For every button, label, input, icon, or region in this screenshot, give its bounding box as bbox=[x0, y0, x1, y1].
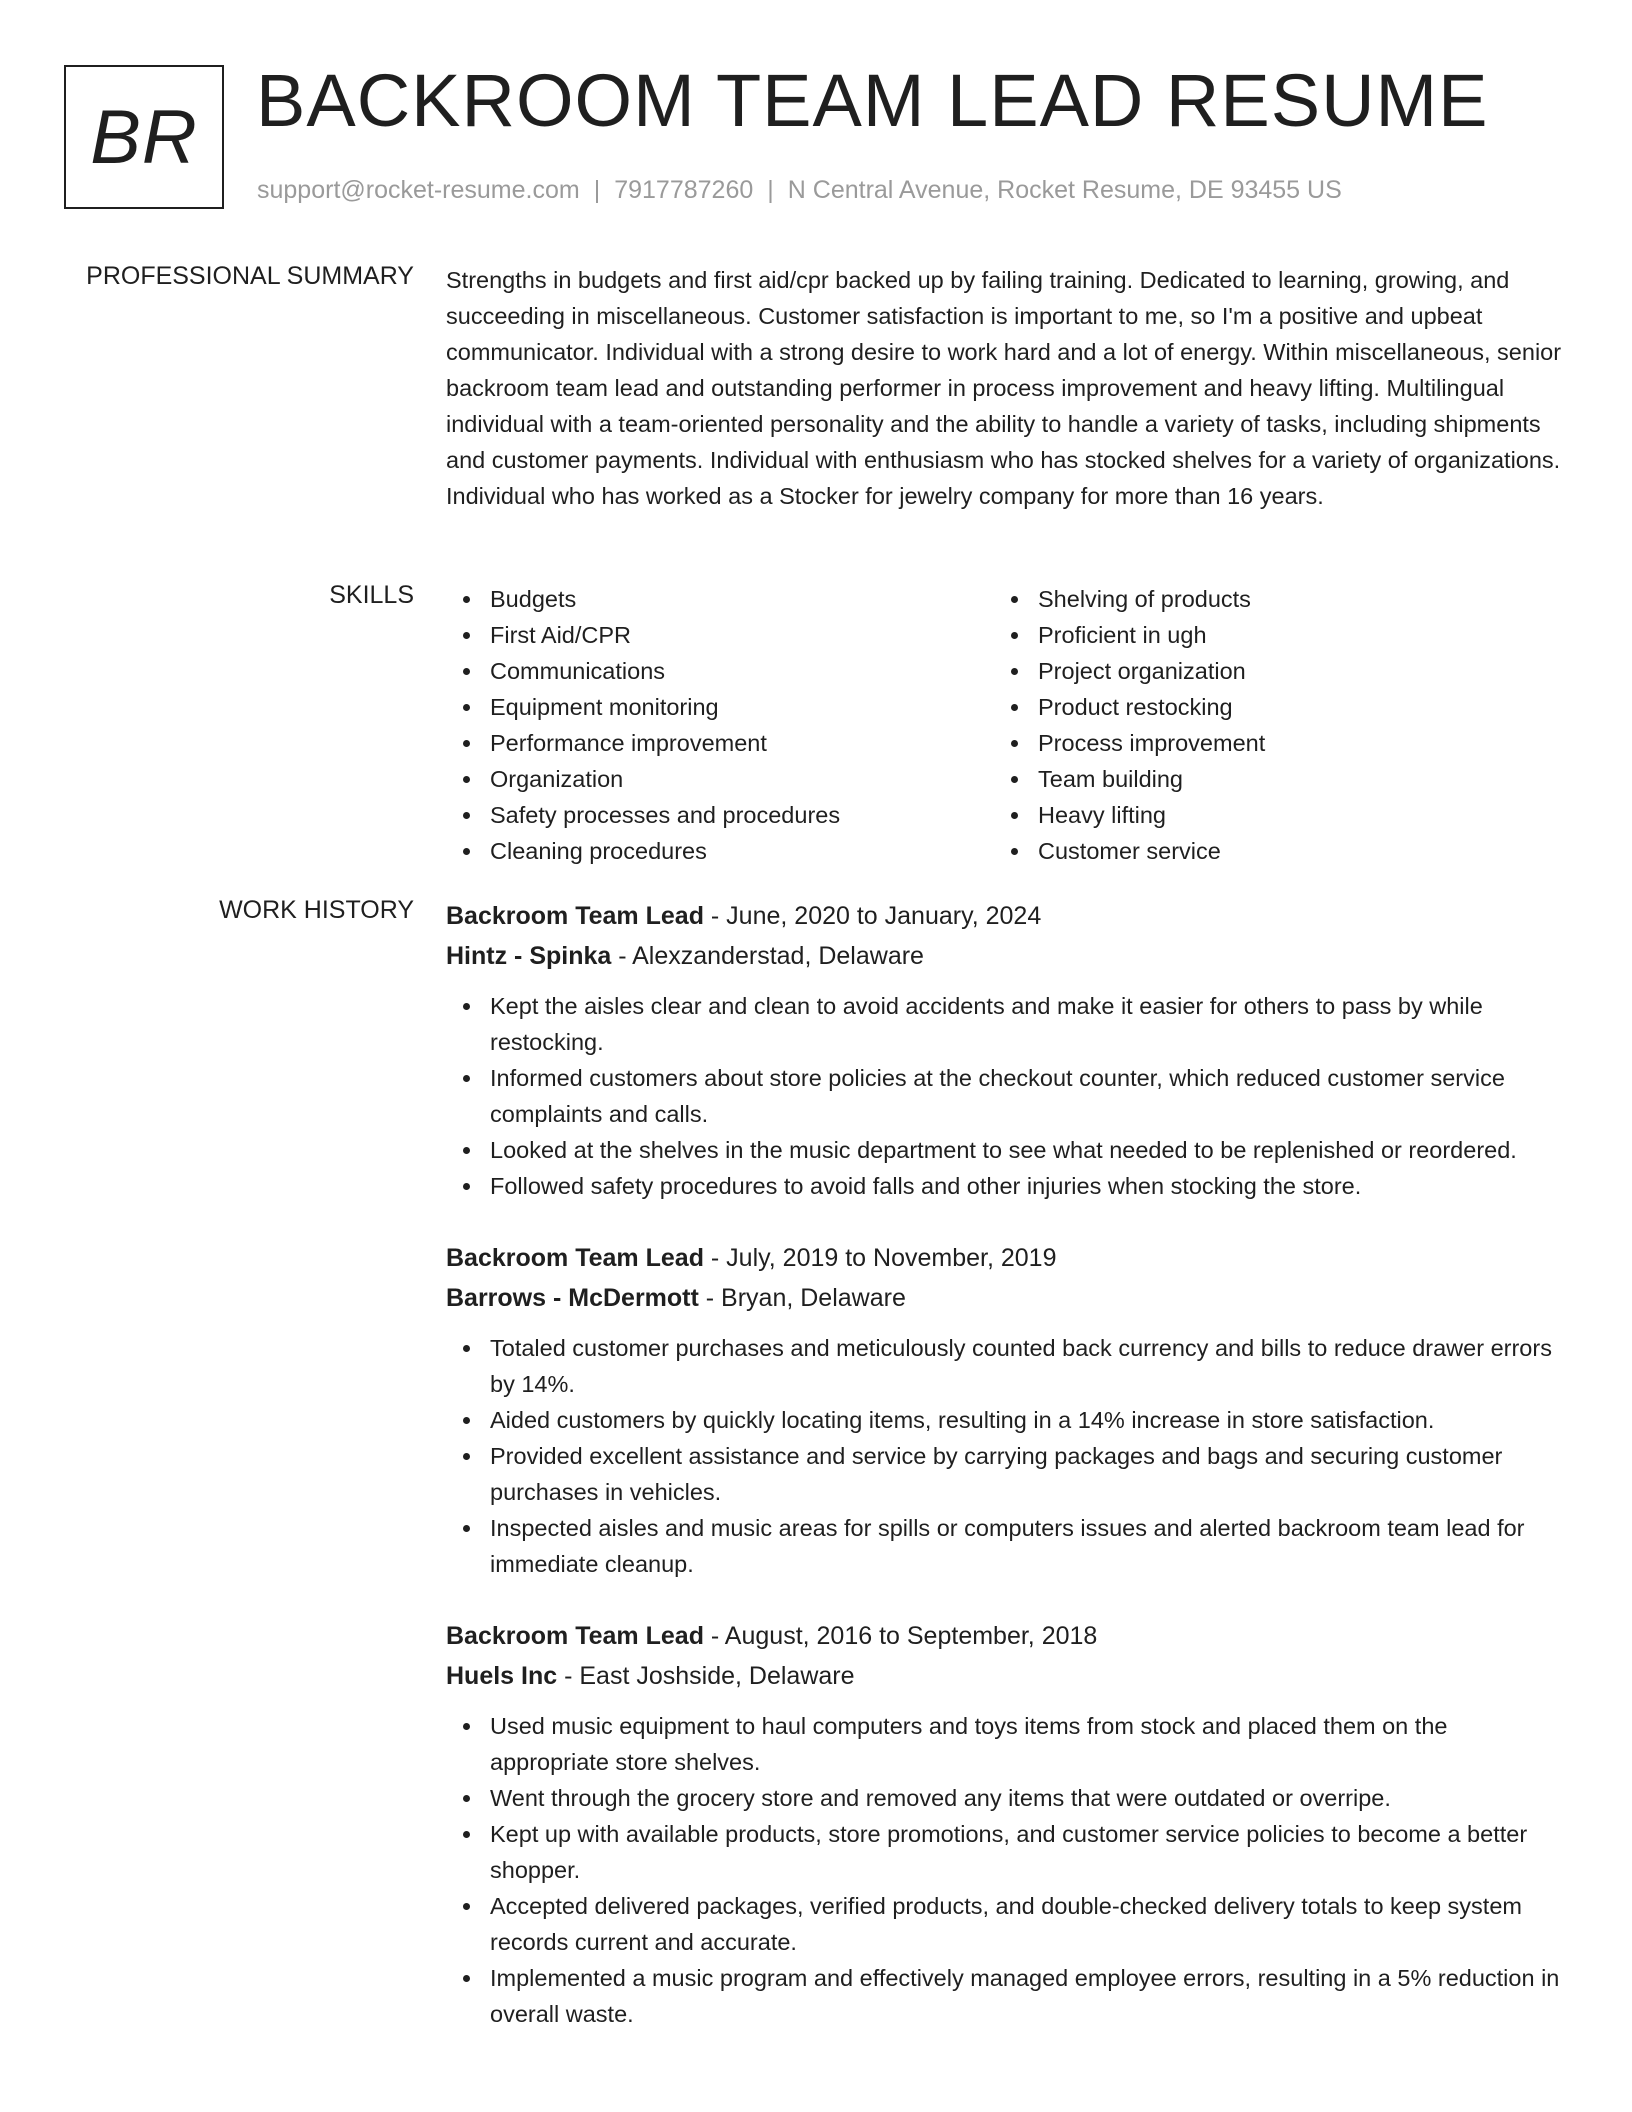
skill-item: Cleaning procedures bbox=[446, 833, 994, 869]
job-bullets bbox=[446, 988, 1566, 1204]
job-title-line bbox=[446, 1238, 1566, 1278]
skill-item: Equipment monitoring bbox=[446, 689, 994, 725]
contact-line bbox=[257, 176, 1342, 205]
skill-item: Product restocking bbox=[994, 689, 1542, 725]
contact-separator: | bbox=[593, 176, 601, 204]
job-title: Backroom Team Lead bbox=[446, 1244, 704, 1272]
skill-item: Proficient in ugh bbox=[994, 617, 1542, 653]
job-dates: - June, 2020 to January, 2024 bbox=[703, 902, 1042, 930]
skill-item: Process improvement bbox=[994, 725, 1542, 761]
monogram-badge bbox=[64, 65, 224, 209]
job-title-line bbox=[446, 1616, 1566, 1656]
job-bullet: Aided customers by quickly locating items, resulting in a 14% increase in store satisfaction. bbox=[446, 1402, 1566, 1438]
job-bullet: Provided excellent assistance and service by carrying packages and bags and securing customer purchases in vehicles. bbox=[446, 1438, 1566, 1510]
skills-list-left bbox=[446, 581, 994, 869]
summary-label: PROFESSIONAL SUMMARY bbox=[86, 262, 414, 290]
job-bullet: Followed safety procedures to avoid falls and other injuries when stocking the store. bbox=[446, 1168, 1566, 1204]
job-bullet: Looked at the shelves in the music department to see what needed to be replenished or reordered. bbox=[446, 1132, 1566, 1168]
job-entry bbox=[446, 896, 1566, 1204]
skill-item: Team building bbox=[994, 761, 1542, 797]
job-location: - East Joshside, Delaware bbox=[557, 1662, 855, 1690]
skill-item: Heavy lifting bbox=[994, 797, 1542, 833]
job-bullet: Went through the grocery store and removed any items that were outdated or overripe. bbox=[446, 1780, 1566, 1816]
contact-address: N Central Avenue, Rocket Resume, DE 93455 US bbox=[787, 176, 1342, 204]
job-bullets bbox=[446, 1330, 1566, 1582]
monogram-text: BR bbox=[90, 94, 198, 180]
work-history-label: WORK HISTORY bbox=[219, 896, 414, 924]
job-title: Backroom Team Lead bbox=[446, 1622, 704, 1650]
skill-item: Organization bbox=[446, 761, 994, 797]
job-company: Hintz - Spinka bbox=[446, 942, 612, 970]
skill-item: Customer service bbox=[994, 833, 1542, 869]
contact-email: support@rocket-resume.com bbox=[257, 176, 580, 204]
job-company-line bbox=[446, 936, 1566, 976]
summary-text: Strengths in budgets and first aid/cpr backed up by failing training. Dedicated to learning, growing, and succeeding in miscellaneous. Customer satisfaction is important to me, so I'm a positive and upbeat communicator. Individual with a strong desire to work hard and a lot of energy. Within miscellaneous, senior backroom team lead and outstanding performer in process improvement and heavy lifting. Multilingual individual with a team-oriented personality and the ability to handle a variety of tasks, including shipments and customer payments. Individual with enthusiasm who has stocked shelves for a variety of organizations. Individual who has worked as a Stocker for jewelry company for more than 16 years. bbox=[446, 267, 1562, 509]
job-dates: - August, 2016 to September, 2018 bbox=[703, 1622, 1098, 1650]
contact-separator: | bbox=[767, 176, 774, 204]
job-bullets bbox=[446, 1708, 1566, 2032]
skills-list-right bbox=[994, 581, 1542, 869]
job-bullet: Totaled customer purchases and meticulously counted back currency and bills to reduce drawer errors by 14%. bbox=[446, 1330, 1566, 1402]
job-title-line bbox=[446, 896, 1566, 936]
skills-label: SKILLS bbox=[329, 581, 414, 609]
job-bullet: Implemented a music program and effectively managed employee errors, resulting in a 5% reduction in overall waste. bbox=[446, 1960, 1566, 2032]
job-company: Huels Inc bbox=[446, 1662, 558, 1690]
job-bullet: Kept the aisles clear and clean to avoid accidents and make it easier for others to pass by while restocking. bbox=[446, 988, 1566, 1060]
skill-item: Safety processes and procedures bbox=[446, 797, 994, 833]
job-dates: - July, 2019 to November, 2019 bbox=[703, 1244, 1057, 1272]
contact-phone: 7917787260 bbox=[614, 176, 754, 204]
job-company: Barrows - McDermott bbox=[446, 1284, 699, 1312]
job-company-line bbox=[446, 1278, 1566, 1318]
job-bullet: Kept up with available products, store promotions, and customer service policies to become a better shopper. bbox=[446, 1816, 1566, 1888]
skill-item: First Aid/CPR bbox=[446, 617, 994, 653]
job-company-line bbox=[446, 1656, 1566, 1696]
resume-title: BACKROOM TEAM LEAD RESUME bbox=[256, 59, 1489, 142]
skill-item: Budgets bbox=[446, 581, 994, 617]
job-bullet: Accepted delivered packages, verified products, and double-checked delivery totals to keep system records current and accurate. bbox=[446, 1888, 1566, 1960]
skill-item: Shelving of products bbox=[994, 581, 1542, 617]
job-location: - Bryan, Delaware bbox=[698, 1284, 906, 1312]
job-title: Backroom Team Lead bbox=[446, 902, 704, 930]
skill-item: Project organization bbox=[994, 653, 1542, 689]
job-bullet: Informed customers about store policies at the checkout counter, which reduced customer service complaints and calls. bbox=[446, 1060, 1566, 1132]
job-bullet: Inspected aisles and music areas for spills or computers issues and alerted backroom team lead for immediate cleanup. bbox=[446, 1510, 1566, 1582]
job-entry bbox=[446, 1616, 1566, 2032]
skill-item: Performance improvement bbox=[446, 725, 994, 761]
job-location: - Alexzanderstad, Delaware bbox=[611, 942, 924, 970]
job-bullet: Used music equipment to haul computers and toys items from stock and placed them on the appropriate store shelves. bbox=[446, 1708, 1566, 1780]
skill-item: Communications bbox=[446, 653, 994, 689]
job-entry bbox=[446, 1238, 1566, 1582]
